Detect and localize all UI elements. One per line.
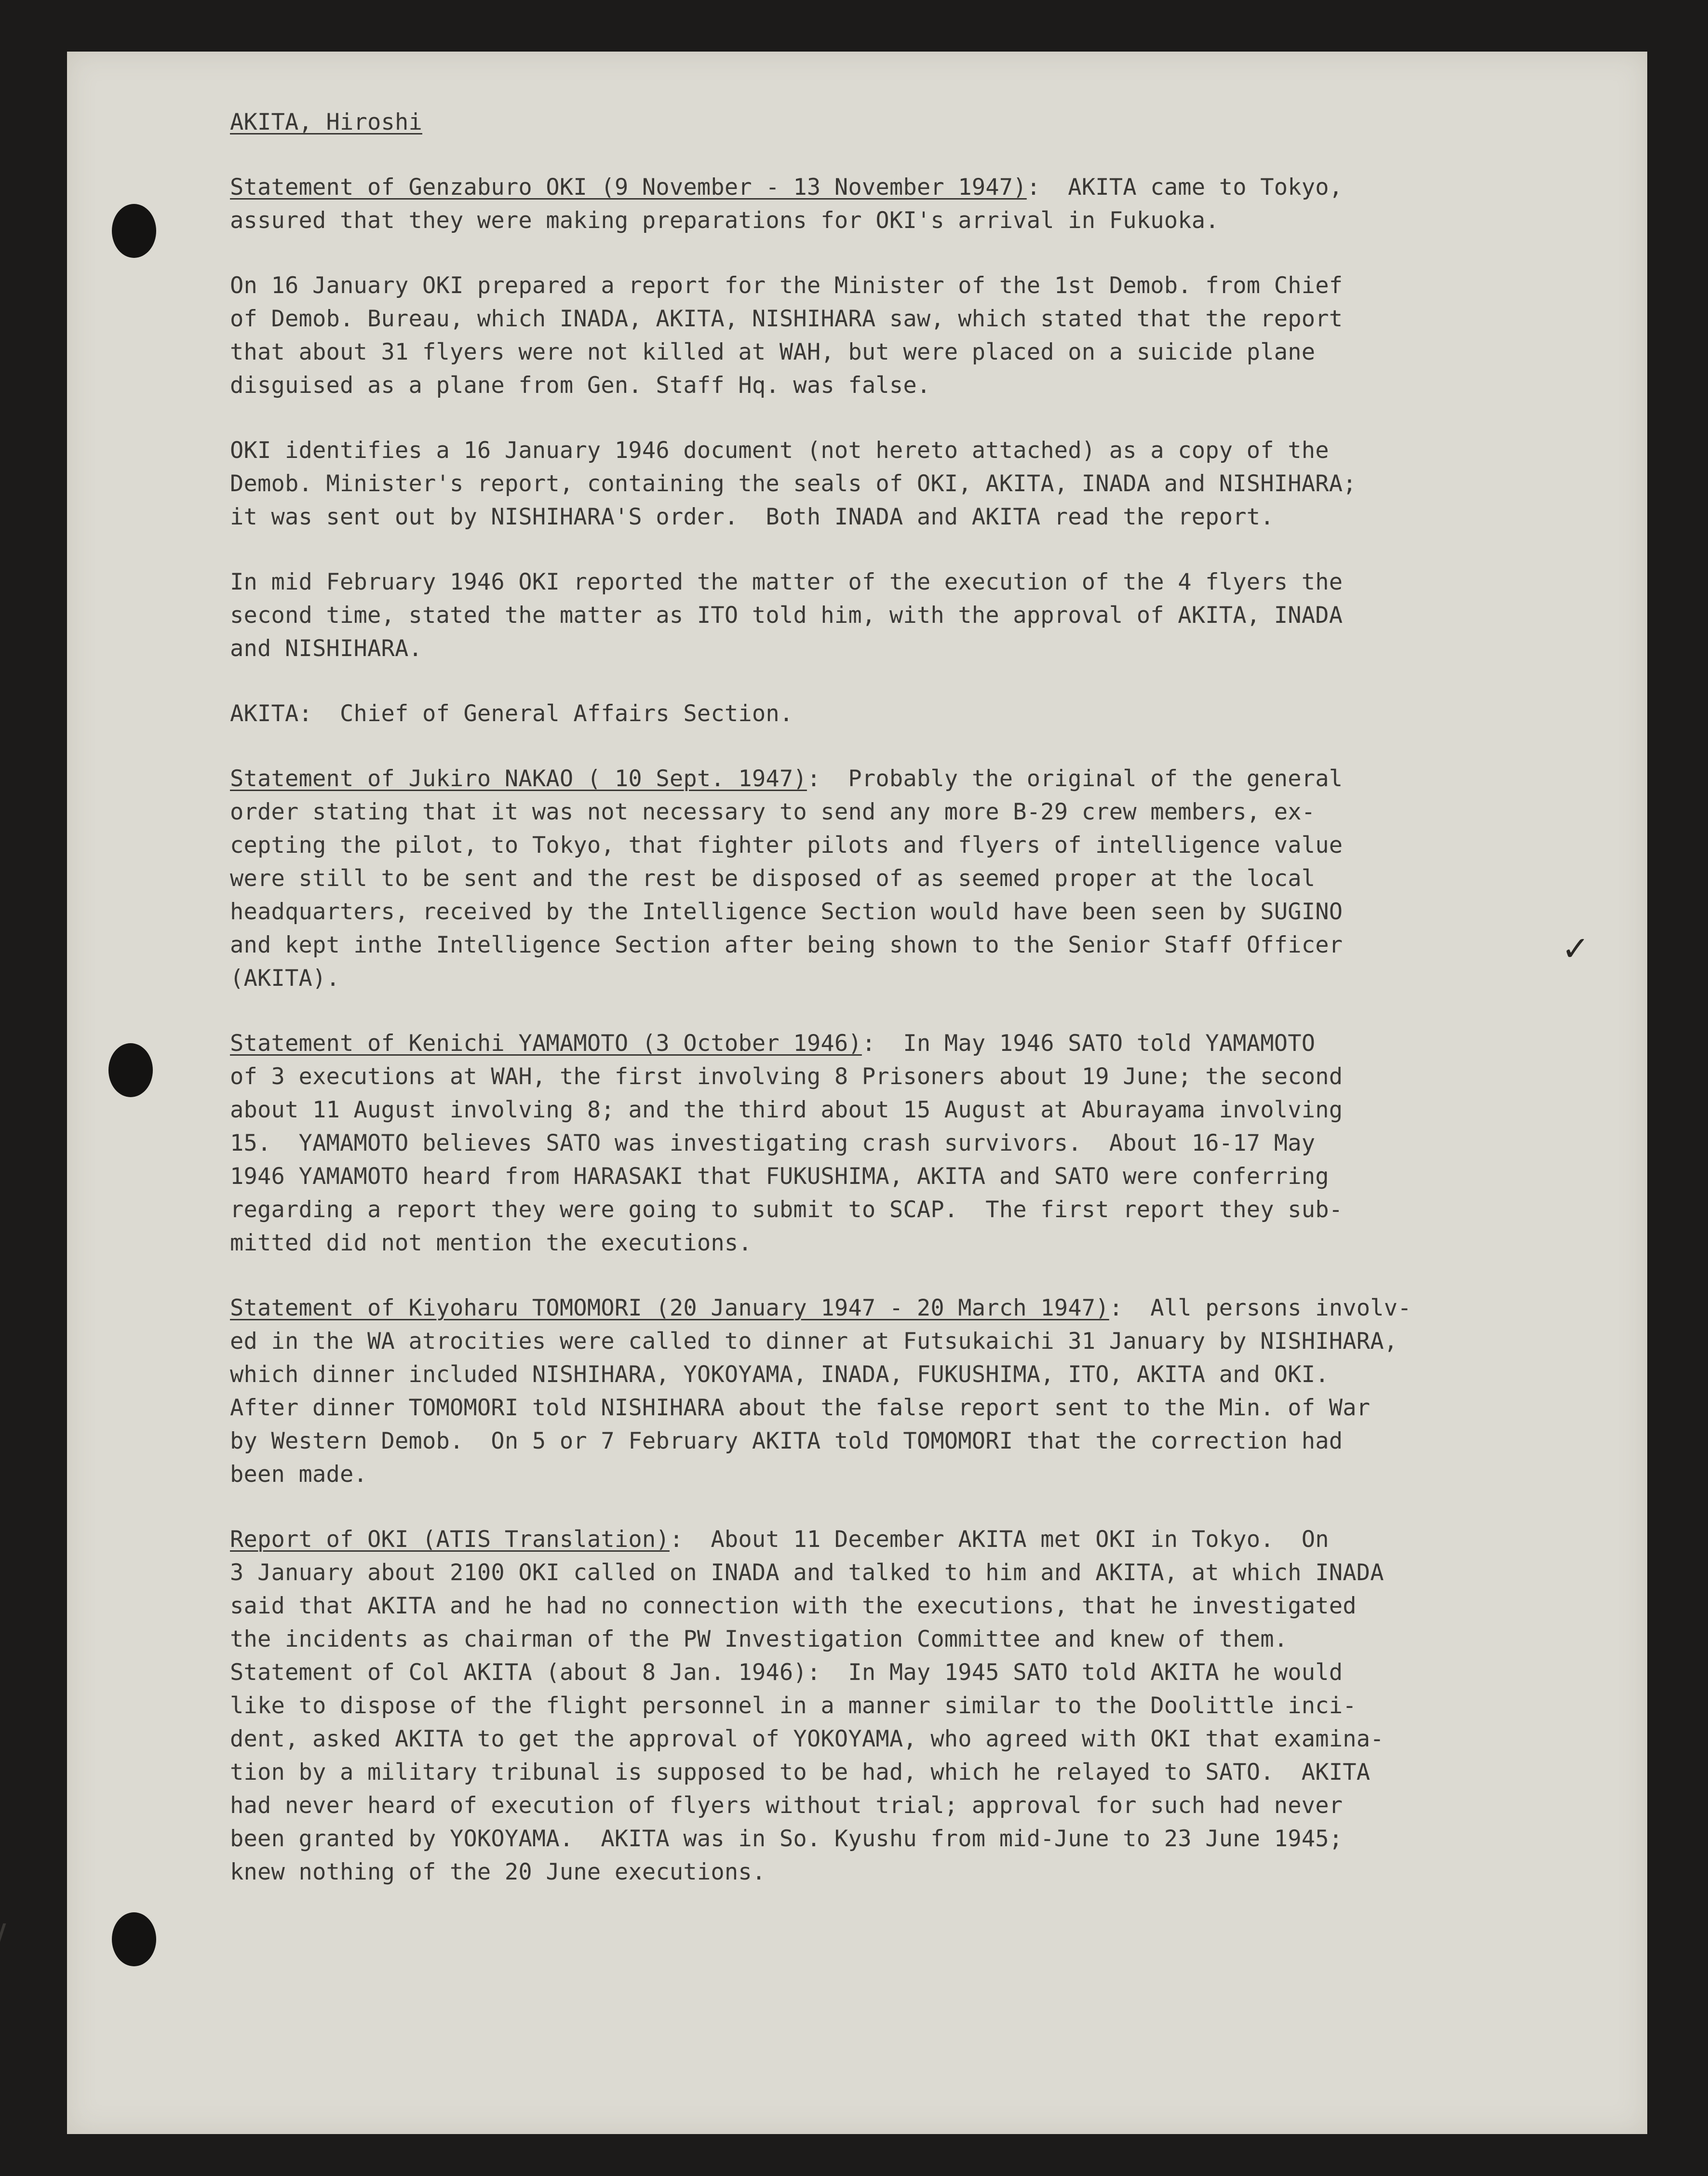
text-line — [230, 1822, 1628, 1855]
text-segment: knew nothing of the 20 June executions. — [230, 1859, 766, 1885]
text-line — [230, 895, 1628, 928]
text-segment: regarding a report they were going to submit to SCAP. The first report they sub- — [230, 1196, 1343, 1223]
text-line — [230, 434, 1628, 467]
text-segment: : Probably the original of the general — [807, 766, 1343, 792]
text-line — [230, 1722, 1628, 1756]
text-segment: been made. — [230, 1461, 367, 1488]
text-segment: by Western Demob. On 5 or 7 February AKITA told TOMOMORI that the correction had — [230, 1428, 1343, 1454]
text-line — [230, 1127, 1628, 1160]
text-line — [230, 697, 1628, 730]
text-line — [230, 1623, 1628, 1656]
text-segment: (AKITA). — [230, 965, 340, 992]
text-line — [230, 1855, 1628, 1889]
text-segment: it was sent out by NISHIHARA'S order. Both INADA and AKITA read the report. — [230, 504, 1274, 530]
text-line — [230, 302, 1628, 336]
text-line — [230, 1358, 1628, 1391]
text-line — [230, 1391, 1628, 1424]
statement-source-heading: Statement of Kenichi YAMAMOTO (3 October 1946) — [230, 1030, 862, 1057]
text-line — [230, 565, 1628, 599]
text-line — [230, 1656, 1628, 1689]
text-line — [230, 369, 1628, 402]
text-line — [230, 171, 1628, 204]
text-segment: second time, stated the matter as ITO told him, with the approval of AKITA, INADA — [230, 602, 1343, 629]
document-heading: AKITA, Hiroshi — [230, 109, 422, 135]
text-line — [230, 1291, 1628, 1325]
text-segment: 1946 YAMAMOTO heard from HARASAKI that FUKUSHIMA, AKITA and SATO were conferring — [230, 1163, 1329, 1190]
text-segment: assured that they were making preparations for OKI's arrival in Fukuoka. — [230, 207, 1219, 234]
text-line — [230, 762, 1628, 795]
text-segment: had never heard of execution of flyers without trial; approval for such had never — [230, 1792, 1343, 1819]
paragraph — [230, 1027, 1628, 1260]
text-segment: the incidents as chairman of the PW Investigation Committee and knew of them. — [230, 1626, 1288, 1652]
text-line — [230, 1523, 1628, 1556]
text-line — [230, 1458, 1628, 1491]
text-line — [230, 1756, 1628, 1789]
text-line — [230, 632, 1628, 665]
text-segment: order stating that it was not necessary to send any more B-29 crew members, ex- — [230, 799, 1316, 825]
text-line — [230, 1060, 1628, 1093]
text-segment: : In May 1946 SATO told YAMAMOTO — [861, 1030, 1316, 1057]
text-line — [230, 1789, 1628, 1822]
text-segment: : AKITA came to Tokyo, — [1026, 174, 1343, 201]
text-segment: 15. YAMAMOTO believes SATO was investigating crash survivors. About 16-17 May — [230, 1130, 1316, 1156]
text-segment: disguised as a plane from Gen. Staff Hq. was false. — [230, 372, 931, 399]
text-line — [230, 1689, 1628, 1722]
text-segment: were still to be sent and the rest be disposed of as seemed proper at the local — [230, 865, 1316, 892]
punch-hole-middle — [108, 1043, 153, 1097]
text-segment: tion by a military tribunal is supposed to be had, which he relayed to SATO. AKITA — [230, 1759, 1371, 1786]
statement-source-heading: Report of OKI (ATIS Translation) — [230, 1526, 670, 1553]
text-segment: of 3 executions at WAH, the first involving 8 Prisoners about 19 June; the second — [230, 1063, 1343, 1090]
text-line — [230, 1226, 1628, 1260]
text-segment: After dinner TOMOMORI told NISHIHARA about the false report sent to the Min. of War — [230, 1395, 1371, 1421]
text-segment: AKITA: Chief of General Affairs Section. — [230, 700, 793, 727]
text-line — [230, 467, 1628, 500]
text-line — [230, 204, 1628, 237]
text-segment: mitted did not mention the executions. — [230, 1230, 752, 1256]
text-line — [230, 599, 1628, 632]
text-line — [230, 862, 1628, 895]
text-line — [230, 1424, 1628, 1458]
text-segment: said that AKITA and he had no connection with the executions, that he investigated — [230, 1593, 1357, 1619]
paragraph — [230, 1291, 1628, 1491]
text-line — [230, 829, 1628, 862]
margin-mark — [0, 1923, 16, 1943]
paragraph — [230, 1523, 1628, 1889]
statement-source-heading: Statement of Genzaburo OKI (9 November - 13 November 1947) — [230, 174, 1027, 201]
text-segment: Demob. Minister's report, containing the seals of OKI, AKITA, INADA and NISHIHARA; — [230, 470, 1357, 497]
text-segment: 3 January about 2100 OKI called on INADA and talked to him and AKITA, at which INADA — [230, 1559, 1384, 1586]
text-segment: like to dispose of the flight personnel in a manner similar to the Doolittle inci- — [230, 1692, 1357, 1719]
text-line — [230, 1325, 1628, 1358]
text-line — [230, 1027, 1628, 1060]
text-segment: cepting the pilot, to Tokyo, that fighter pilots and flyers of intelligence value — [230, 832, 1343, 859]
text-segment: and NISHIHARA. — [230, 635, 422, 662]
text-segment: headquarters, received by the Intelligence Section would have been seen by SUGINO — [230, 899, 1343, 925]
text-line — [230, 1556, 1628, 1589]
paragraph — [230, 171, 1628, 237]
text-line — [230, 928, 1628, 962]
text-line — [230, 1193, 1628, 1226]
text-segment: : All persons involv- — [1109, 1295, 1412, 1321]
checkmark-annotation: ✓ — [1561, 929, 1590, 968]
paragraph — [230, 762, 1628, 995]
statement-source-heading: Statement of Kiyoharu TOMOMORI (20 January 1947 - 20 March 1947) — [230, 1295, 1109, 1321]
statement-source-heading: Statement of Jukiro NAKAO ( 10 Sept. 1947) — [230, 766, 807, 792]
text-segment: On 16 January OKI prepared a report for the Minister of the 1st Demob. from Chief — [230, 272, 1343, 299]
document-page — [67, 52, 1647, 2134]
text-segment: been granted by YOKOYAMA. AKITA was in So. Kyushu from mid-June to 23 June 1945; — [230, 1826, 1343, 1852]
text-segment: about 11 August involving 8; and the third about 15 August at Aburayama involving — [230, 1097, 1343, 1123]
text-line — [230, 500, 1628, 534]
text-segment: : About 11 December AKITA met OKI in Tokyo. On — [669, 1526, 1329, 1553]
text-segment: of Demob. Bureau, which INADA, AKITA, NISHIHARA saw, which stated that the report — [230, 306, 1343, 332]
text-line — [230, 1589, 1628, 1623]
text-segment: OKI identifies a 16 January 1946 document (not hereto attached) as a copy of the — [230, 437, 1329, 464]
text-segment: which dinner included NISHIHARA, YOKOYAMA, INADA, FUKUSHIMA, ITO, AKITA and OKI. — [230, 1361, 1329, 1388]
text-line — [230, 1093, 1628, 1127]
text-segment: dent, asked AKITA to get the approval of YOKOYAMA, who agreed with OKI that examina- — [230, 1726, 1384, 1752]
paragraph — [230, 565, 1628, 665]
punch-hole-top — [112, 204, 156, 258]
paragraph — [230, 434, 1628, 534]
paragraph-list — [230, 171, 1628, 1889]
text-line — [230, 336, 1628, 369]
text-segment: and kept inthe Intelligence Section after being shown to the Senior Staff Officer — [230, 932, 1343, 958]
text-line — [230, 1160, 1628, 1193]
text-segment: Statement of Col AKITA (about 8 Jan. 1946): In May 1945 SATO told AKITA he would — [230, 1659, 1343, 1686]
punch-hole-bottom — [112, 1912, 156, 1966]
text-segment: ed in the WA atrocities were called to dinner at Futsukaichi 31 January by NISHIHARA, — [230, 1328, 1398, 1355]
text-segment: that about 31 flyers were not killed at WAH, but were placed on a suicide plane — [230, 339, 1316, 365]
paragraph — [230, 697, 1628, 730]
document-body — [230, 106, 1628, 1889]
text-line — [230, 962, 1628, 995]
text-line — [230, 269, 1628, 302]
text-segment: In mid February 1946 OKI reported the matter of the execution of the 4 flyers the — [230, 569, 1343, 595]
text-line — [230, 795, 1628, 829]
paragraph — [230, 269, 1628, 402]
